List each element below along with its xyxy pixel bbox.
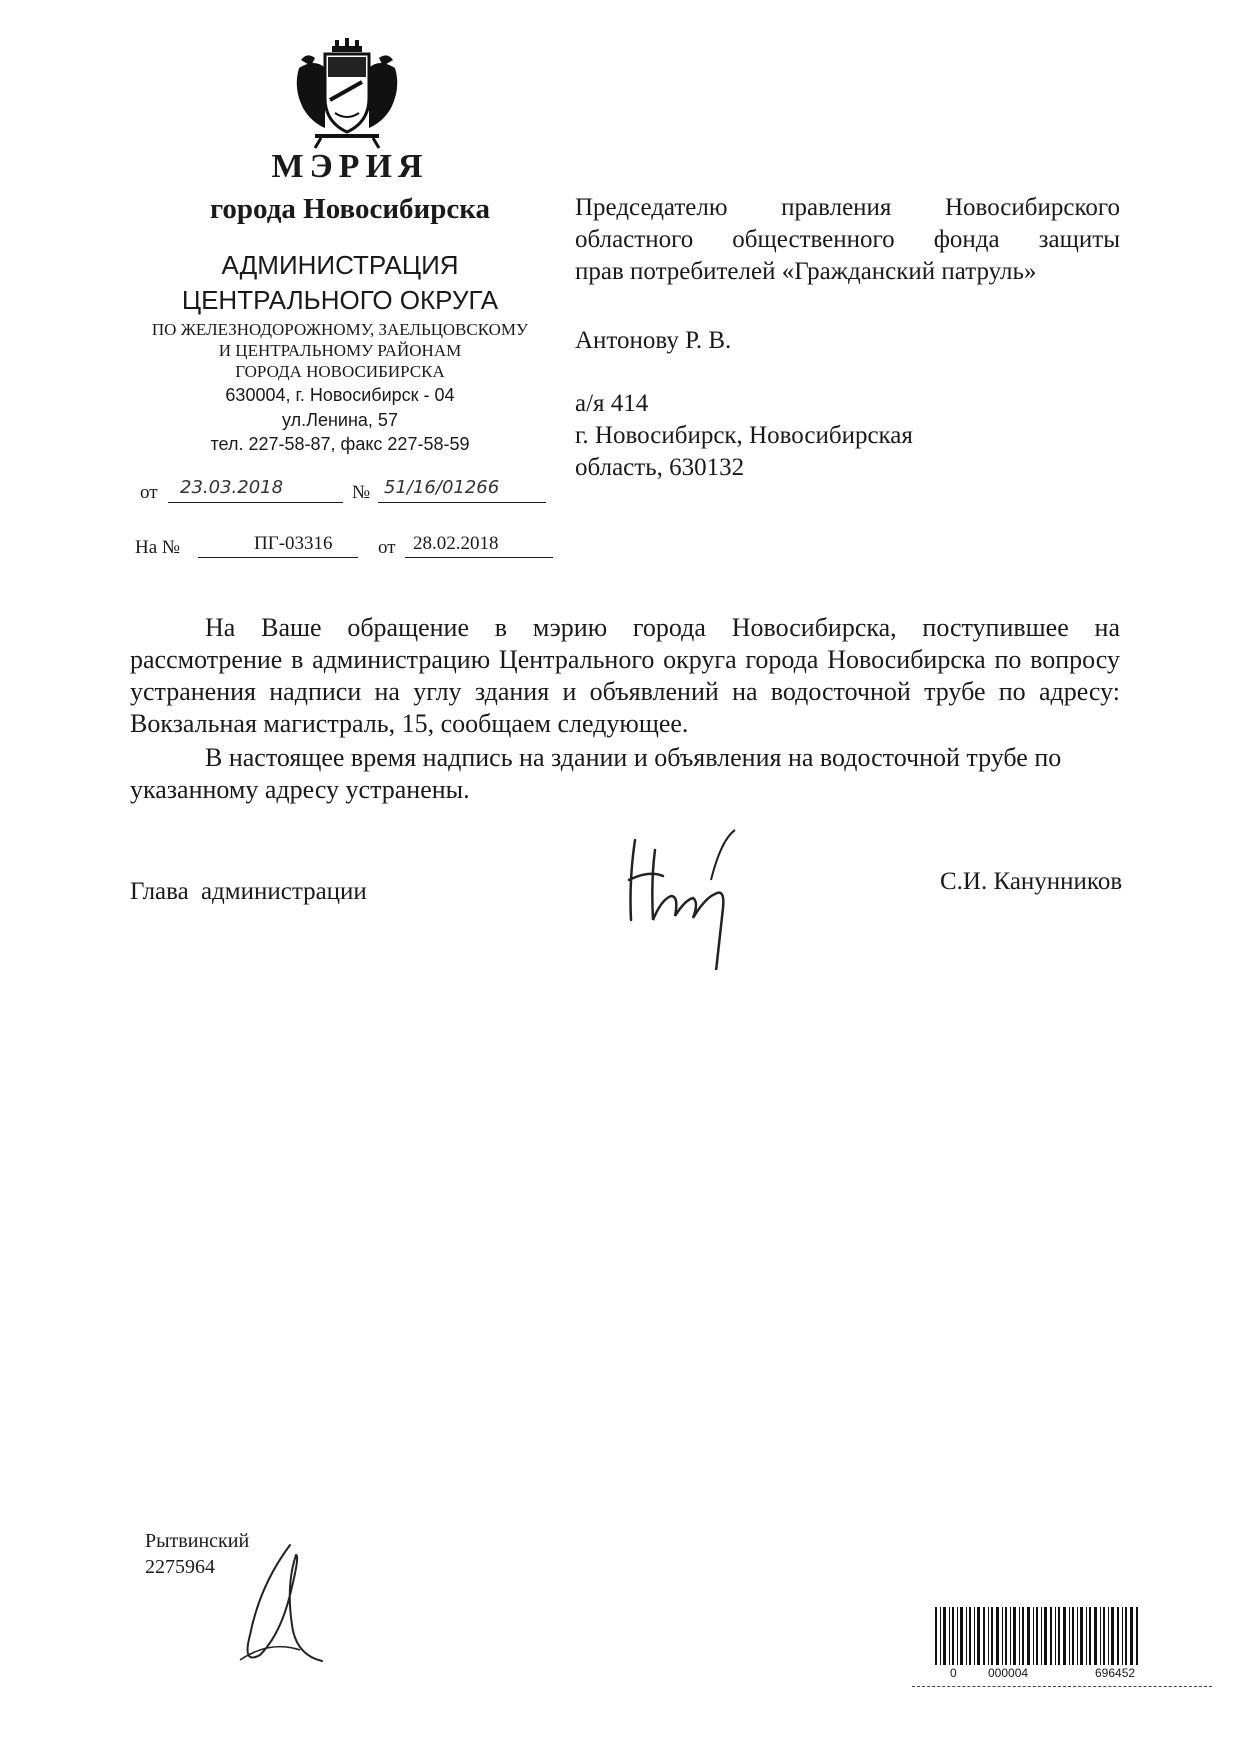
from-label: от (140, 482, 158, 503)
administration-title: АДМИНИСТРАЦИЯ (221, 250, 459, 280)
outgoing-number-value: 51/16/01266 (384, 477, 500, 498)
recipient-po-box: а/я 414 (575, 390, 649, 417)
recipient-position: Председателю правления Новосибирского (575, 194, 1120, 221)
recipient-address: г. Новосибирск, Новосибирская (575, 422, 913, 449)
district-line: ГОРОДА НОВОСИБИРСКА (235, 362, 445, 381)
reply-date-value: 28.02.2018 (413, 533, 499, 554)
barcode-label: 000004 (988, 1666, 1029, 1680)
recipient-name: Антонову Р. В. (575, 327, 732, 354)
mayoralty-title: МЭРИЯ (271, 148, 429, 185)
district-line: И ЦЕНТРАЛЬНОМУ РАЙОНАМ (218, 341, 462, 360)
city-name: города Новосибирска (209, 193, 491, 225)
outgoing-number-field (378, 476, 546, 503)
sender-address-line: ул.Ленина, 57 (282, 410, 398, 430)
outgoing-date-value: 23.03.2018 (180, 477, 284, 498)
reply-from-label: от (378, 537, 396, 558)
reply-date-field (405, 531, 553, 558)
executor-signature (230, 1535, 330, 1675)
outgoing-date-field (168, 476, 343, 503)
letter-paragraph: В настоящее время надпись на здании и объявления на водосточной трубе по указанному адресу устранены. (130, 743, 1062, 804)
district-line: ПО ЖЕЛЕЗНОДОРОЖНОМУ, ЗАЕЛЬЦОВСКОМУ (151, 320, 529, 339)
recipient-position: прав потребителей «Гражданский патруль» (575, 258, 1037, 285)
recipient-position: областного общественного фонда защиты (575, 226, 1120, 253)
barcode-rule (912, 1686, 1212, 1687)
letter-paragraph: На Ваше обращение в мэрию города Новосибирска, поступившее на рассмотрение в администрацию Центрального округа города Новосибирска по вопросу устранения надписи на углу здания и объявлений на водосточной трубе по адресу: Вокзальная магистраль, 15, сообщаем следующее. (130, 613, 1120, 738)
number-sign: № (352, 482, 371, 503)
barcode-label: 0 (950, 1666, 957, 1680)
barcode-label: 696452 (1095, 1666, 1136, 1680)
signatory-name: С.И. Канунников (940, 868, 1123, 895)
signatory-title: Глава администрации (130, 878, 367, 905)
sender-address-line: 630004, г. Новосибирск - 04 (225, 385, 455, 405)
coat-of-arms-icon (287, 38, 407, 150)
executor-phone: 2275964 (145, 1556, 215, 1578)
district-title: ЦЕНТРАЛЬНОГО ОКРУГА (181, 285, 499, 315)
reply-number-value: ПГ-03316 (254, 533, 333, 554)
reply-number-field (198, 531, 358, 558)
executor-name: Рытвинский (145, 1530, 250, 1552)
recipient-address: область, 630132 (575, 454, 745, 481)
handwritten-signature (615, 820, 775, 970)
barcode-icon (935, 1607, 1140, 1665)
sender-phone-line: тел. 227-58-87, факс 227-58-59 (210, 434, 470, 454)
reply-to-label: На № (135, 537, 181, 558)
